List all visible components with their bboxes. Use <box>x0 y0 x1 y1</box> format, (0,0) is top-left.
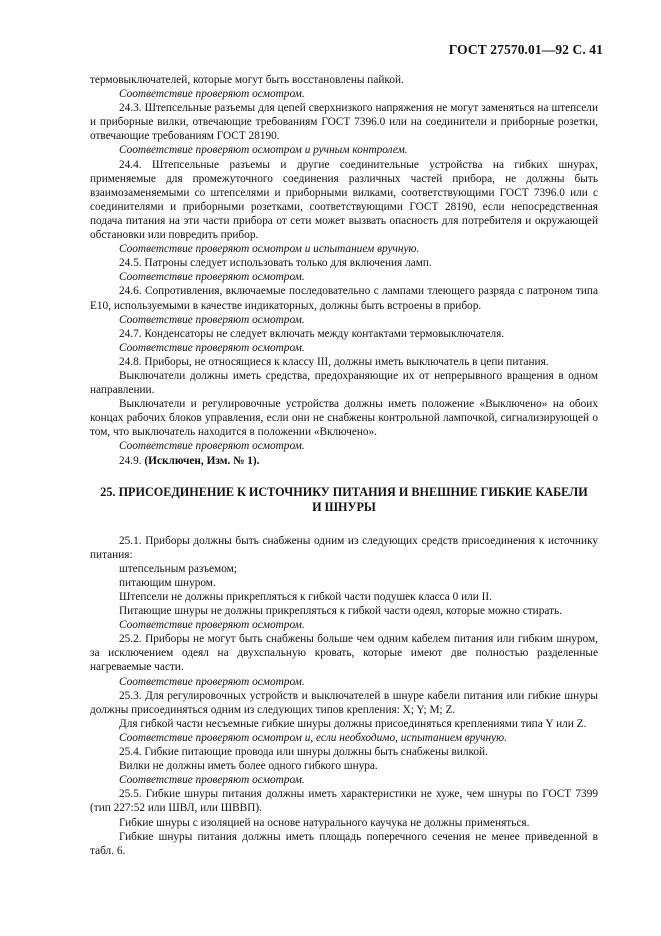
paragraph: 25.2. Приборы не могут быть снабжены больше чем одним кабелем питания или гибким шнуром, за исключением одеял на двухспальную кровать, которые имеют две полностью разделенные нагреваемые части. <box>90 633 598 674</box>
section-25-text <box>90 534 598 858</box>
verification-note: Соответствие проверяют осмотром. <box>119 88 305 101</box>
paragraph: 25.4. Гибкие питающие провода или шнуры должны быть снабжены вилкой. <box>119 746 488 759</box>
verification-note: Соответствие проверяют осмотром. <box>119 341 305 354</box>
exclusion-note: (Исключен, Изм. № 1). <box>144 454 260 467</box>
verification-note: Соответствие проверяют осмотром. <box>119 774 305 787</box>
paragraph: 25.1. Приборы должны быть снабжены одним из следующих средств присоединения к источнику питания: <box>90 534 598 561</box>
section-title-line-2: И ШНУРЫ <box>312 499 376 514</box>
verification-note: Соответствие проверяют осмотром и испытанием вручную. <box>119 243 420 256</box>
paragraph: штепсельным разъемом; <box>119 562 237 575</box>
verification-note: Соответствие проверяют осмотром и ручным контролем. <box>119 144 408 157</box>
paragraph: 24.8. Приборы, не относящиеся к классу III, должны иметь выключатель в цепи питания. <box>119 355 549 368</box>
paragraph: Штепсели не должны прикрепляться к гибкой части подушек класса 0 или II. <box>119 591 492 603</box>
verification-note: Соответствие проверяют осмотром. <box>119 675 305 688</box>
paragraph: Гибкие шнуры с изоляцией на основе натурального каучука не должны применяться. <box>119 816 530 829</box>
document-body <box>90 73 598 858</box>
verification-note: Соответствие проверяют осмотром. <box>119 313 305 326</box>
paragraph: Вилки не должны иметь более одного гибкого шнура. <box>119 760 378 773</box>
clause-number: 24.9. <box>119 454 145 467</box>
paragraph: 24.5. Патроны следует использовать только для включения ламп. <box>119 257 432 270</box>
verification-note: Соответствие проверяют осмотром. <box>119 619 305 632</box>
paragraph: 25.3. Для регулировочных устройств и выключателей в шнуре кабели питания или гибкие шнуры должны присоединяться одним из следующих типов крепления: X; Y; M; Z. <box>90 689 598 716</box>
paragraph: 24.6. Сопротивления, включаемые последовательно с лампами тлеющего разряда с патроном типа Е10, используемыми в качестве индикаторных, должны быть встроены в прибор. <box>90 285 598 312</box>
paragraph: Выключатели и регулировочные устройства должны иметь положение «Выключено» на обоих концах рабочих блоков управления, если они не снабжены контрольной лампочкой, сигнализирующей о том, что выключатель находится в положении «Включено». <box>90 398 598 439</box>
paragraph: Для гибкой части несъемные гибкие шнуры должны присоединяться креплениями типа Y или Z. <box>119 717 587 730</box>
paragraph: Выключатели должны иметь средства, предохраняющие их от непрерывного вращения в одном направлении. <box>90 369 598 397</box>
section-24-text <box>90 73 598 468</box>
verification-note: Соответствие проверяют осмотром и, если необходимо, испытанием вручную. <box>119 731 507 744</box>
verification-note: Соответствие проверяют осмотром. <box>119 271 305 284</box>
paragraph: Питающие шнуры не должны прикрепляться к гибкой части одеял, которые можно стирать. <box>119 605 562 618</box>
paragraph: питающим шнуром. <box>119 576 216 589</box>
paragraph: Гибкие шнуры питания должны иметь площадь поперечного сечения не менее приведенной в табл. 6. <box>90 830 598 857</box>
paragraph: 24.3. Штепсельные разъемы для цепей сверхнизкого напряжения не могут заменяться на штепсели и приборные вилки, отвечающие требованиям ГОСТ 7396.0 или на соединители и приборные розетки, отвечающие требованиям ГОСТ 28190. <box>90 102 598 143</box>
paragraph: 24.4. Штепсельные разъемы и другие соединительные устройства на гибких шнурах, применяемые для промежуточного соединения различных частей прибора, не должны быть взаимозаменяемыми со штепселями и приборными вилками, соответствующими ГОСТ 7396.0 или с соединителями и приборными розетками, соответствующими ГОСТ 28190, если непосредственная подача питания на эти части прибора от сети может вызвать опасность для потребителя и окружающей обстановки или повредить прибор. <box>90 158 598 242</box>
paragraph: 24.7. Конденсаторы не следует включать между контактами термовыключателя. <box>119 327 505 340</box>
paragraph-continuation: термовыключателей, которые могут быть восстановлены пайкой. <box>90 74 404 86</box>
section-title-line-1: 25. ПРИСОЕДИНЕНИЕ К ИСТОЧНИКУ ПИТАНИЯ И ВНЕШНИЕ ГИБКИЕ КАБЕЛИ <box>100 484 588 499</box>
paragraph: 25.5. Гибкие шнуры питания должны иметь характеристики не хуже, чем шнуры по ГОСТ 7399 (тип 227:52 или ШВЛ, или ШВВП). <box>90 788 598 815</box>
verification-note: Соответствие проверяют осмотром. <box>119 440 305 453</box>
section-25-title <box>90 485 598 515</box>
excluded-clause <box>90 454 598 468</box>
page-header: ГОСТ 27570.01—92 С. 41 <box>448 42 603 57</box>
